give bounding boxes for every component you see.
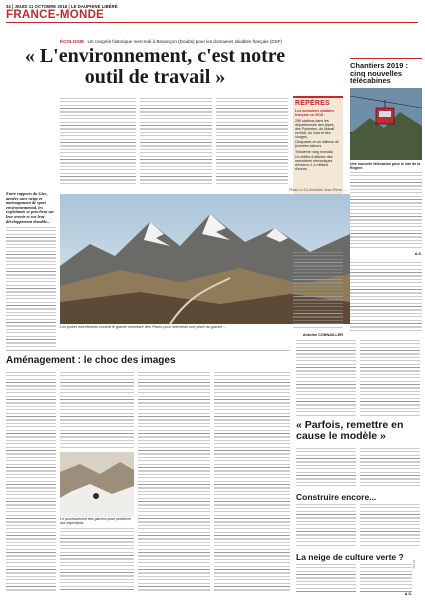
kicker-label: ÉCOLOGIE xyxy=(60,39,85,44)
sidebar-signature: A.S. xyxy=(414,252,422,256)
body-column xyxy=(350,262,422,332)
kicker-text: Un congrès historique mercredi à Besançon (Doubs) pour les domaines skiables français (DSF) xyxy=(87,39,283,44)
sidebar-title: Chantiers 2019 : cinq nouvelles télécabines xyxy=(350,61,408,86)
sidebar-photo xyxy=(350,88,422,160)
main-photo-caption: Les pistes entretenues nouent le glacier entrelacé des Pistes pour entretenir une piste du glacier ... xyxy=(60,325,227,329)
body-column xyxy=(360,340,420,416)
body-column xyxy=(360,504,420,548)
subhead: Aménagement : le choc des images xyxy=(6,355,176,366)
glacier-photo-caption: Le pourrissement des glaciers pose problème aux exploitants. xyxy=(60,517,131,525)
body-column xyxy=(6,372,56,592)
body-column xyxy=(296,448,356,488)
section-title-construire: Construire encore... xyxy=(296,492,377,502)
body-column xyxy=(360,564,412,592)
reperes-item: Les domaines skiables français en 2018 : xyxy=(295,109,335,117)
section-rubrique: FRANCE-MONDE xyxy=(6,9,418,23)
body-column xyxy=(296,564,356,592)
glacier-photo xyxy=(60,452,134,517)
body-column xyxy=(296,504,356,548)
body-column xyxy=(60,98,136,184)
body-column xyxy=(214,372,290,592)
page-number: FR-34 xyxy=(412,560,416,569)
end-signature: A.S. xyxy=(404,592,412,596)
body-column xyxy=(60,372,134,450)
sidebar-caption: Une nouvelle télécabine pour le site de la Rôgère. xyxy=(350,162,421,170)
body-column xyxy=(293,252,343,330)
section-rule xyxy=(6,350,290,351)
page-folio: 34 | JEUDI 11 OCTOBRE 2018 | LE DAUPHINÉ LIBÉRÉ xyxy=(6,4,118,9)
kicker xyxy=(60,39,420,44)
main-signature: Antoine CONNAILLER xyxy=(302,333,343,337)
reperes-title: REPÈRES xyxy=(295,100,330,107)
reperes-item: 250 stations dans les départements des Alpes, des Pyrénées, du Massif central, du Jura et des Vosges. xyxy=(295,118,335,139)
photo-credit: Photo Le DL/Archives Jean-Pierre ... xyxy=(289,188,346,192)
body-column xyxy=(296,340,356,416)
intro-column xyxy=(6,192,56,382)
sidebar-body xyxy=(350,172,422,250)
gondola-photo-icon xyxy=(350,88,422,160)
reperes-item: Troisième rang mondial. xyxy=(295,149,334,154)
body-column xyxy=(60,528,134,592)
glacier-photo-icon xyxy=(60,452,134,517)
body-column xyxy=(140,98,212,184)
body-column xyxy=(216,98,288,184)
sidebar-rule xyxy=(350,58,422,59)
body-column xyxy=(360,448,420,488)
headline: « L'environnement, c'est notre outil de travail » xyxy=(24,45,286,88)
section-title-neige: La neige de culture verte ? xyxy=(296,552,404,562)
reperes-item: Cinquante-et-un millions de journées skieurs. xyxy=(295,140,339,148)
body-column xyxy=(138,372,210,592)
intro-text: Entre rapports du Giec, années sans neige et aménagement de sport environnemental, les exploitants se penchent sur leur avenir et sur leur développement durable... xyxy=(6,192,55,224)
pull-quote: « Parfois, remettre en cause le modèle » xyxy=(296,419,404,442)
reperes-item: Un chiffre d'affaires des remontées mécaniques d'environ 1,4 milliard d'euros. xyxy=(295,155,333,171)
intro-body xyxy=(6,227,56,347)
